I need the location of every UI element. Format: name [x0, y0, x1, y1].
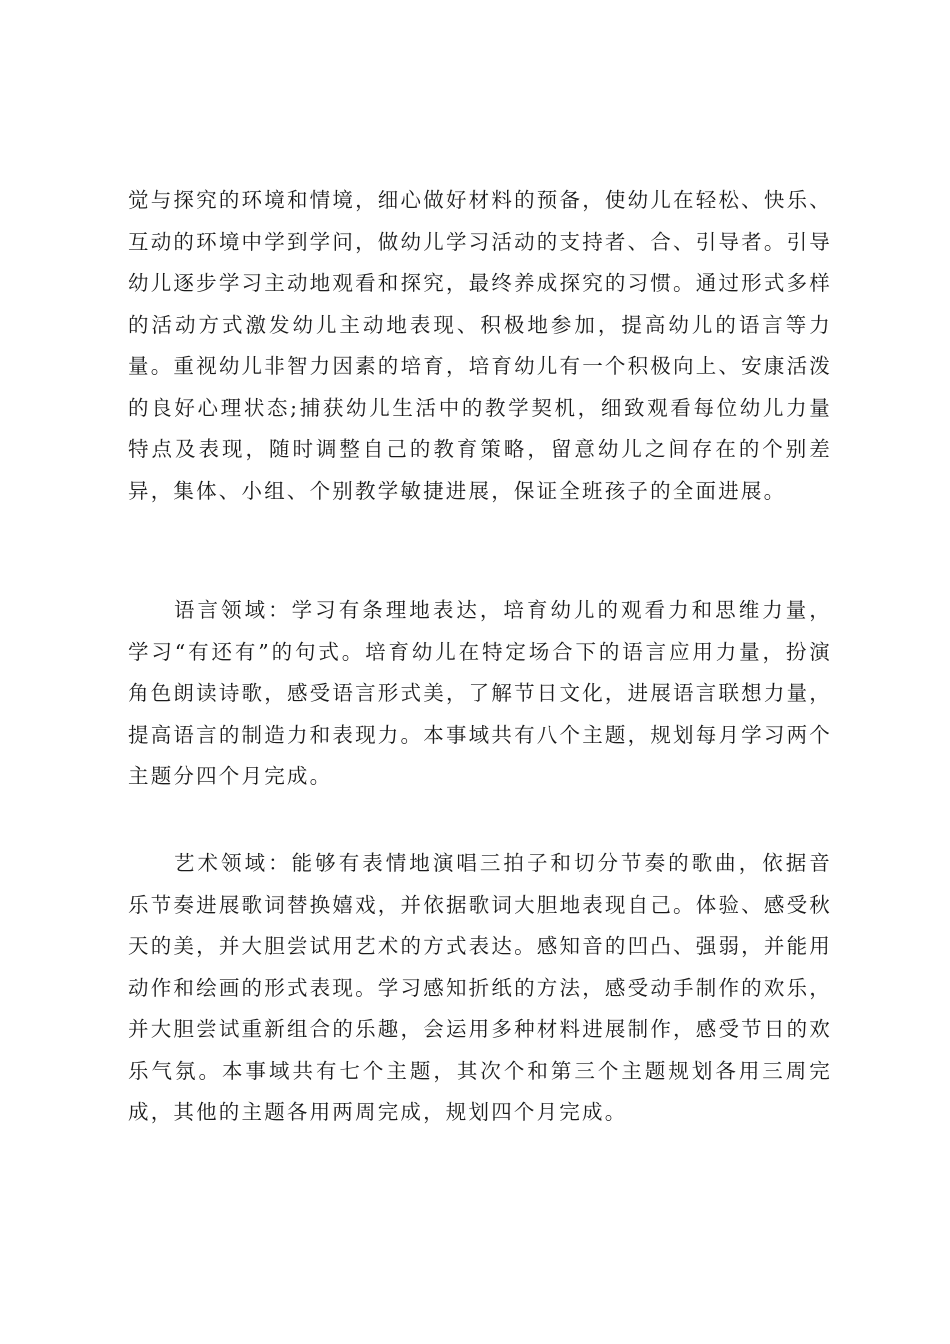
paragraph-language-domain: 语言领域：学习有条理地表达，培育幼儿的观看力和思维力量，学习“有还有”的句式。培育幼儿在特定场合下的语言应用力量，扮演角色朗读诗歌，感受语言形式美，了解节日文化，进展语言联想力量，提高语言的制造力和表现力。本事域共有八个主题，规划每月学习两个主题分四个月完成。 [128, 598, 832, 788]
paragraph-art-domain: 艺术领域：能够有表情地演唱三拍子和切分节奏的歌曲，依据音乐节奏进展歌词替换嬉戏，并依据歌词大胆地表现自己。体验、感受秋天的美，并大胆尝试用艺术的方式表达。感知音的凹凸、强弱，并能用动作和绘画的形式表现。学习感知折纸的方法，感受动手制作的欢乐，并大胆尝试重新组合的乐趣，会运用多种材料进展制作，感受节日的欢乐气氛。本事域共有七个主题，其次个和第三个主题规划各用三周完成，其他的主题各用两周完成，规划四个月完成。 [128, 851, 832, 1124]
paragraph-teaching-approach: 觉与探究的环境和情境，细心做好材料的预备，使幼儿在轻松、快乐、互动的环境中学到学问，做幼儿学习活动的支持者、合、引导者。引导幼儿逐步学习主动地观看和探究，最终养成探究的习惯。通过形式多样的活动方式激发幼儿主动地表现、积极地参加，提高幼儿的语言等力量。重视幼儿非智力因素的培育，培育幼儿有一个积极向上、安康活泼的良好心理状态;捕获幼儿生活中的教学契机，细致观看每位幼儿力量特点及表现，随时调整自己的教育策略，留意幼儿之间存在的个别差异，集体、小组、个别教学敏捷进展，保证全班孩子的全面进展。 [128, 188, 832, 503]
